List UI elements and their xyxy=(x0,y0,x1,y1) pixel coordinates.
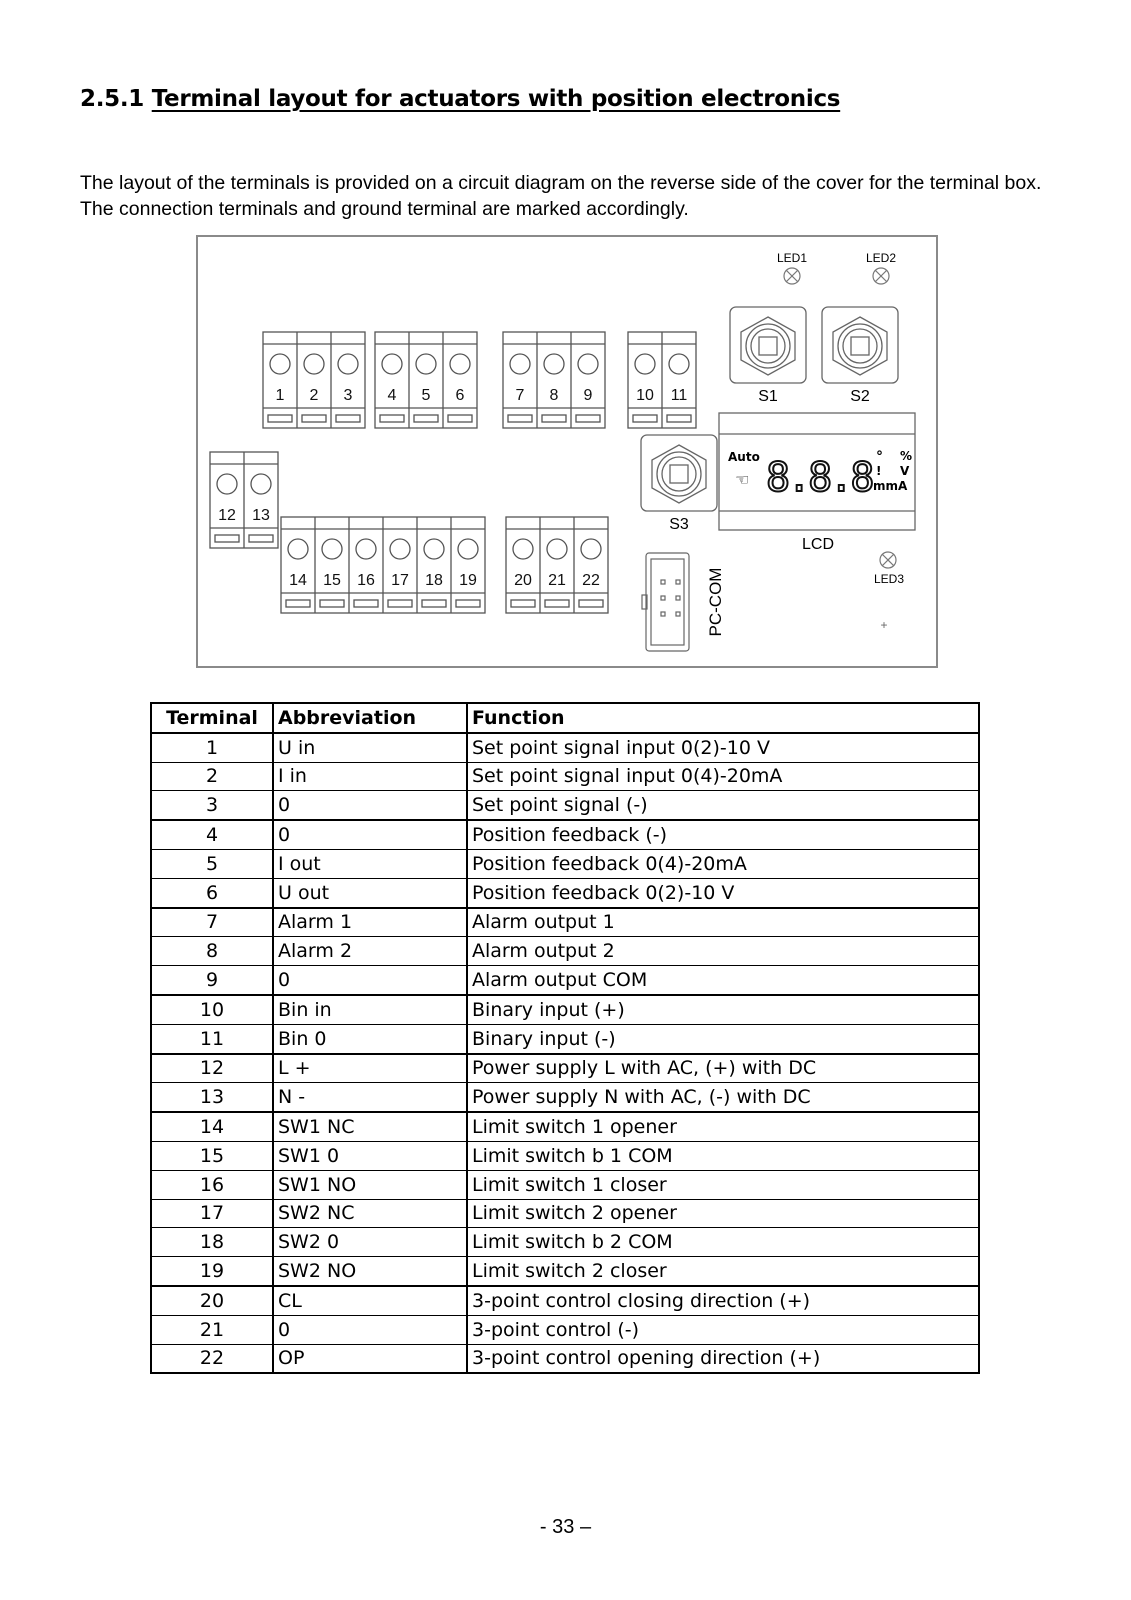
table-row xyxy=(151,878,979,907)
cell-function: Binary input (-) xyxy=(467,1024,979,1053)
terminal-slot xyxy=(579,600,603,607)
table-row xyxy=(151,1054,979,1083)
section-heading xyxy=(80,86,840,112)
cell-terminal: 13 xyxy=(151,1083,273,1112)
terminal-number-label: 2 xyxy=(309,387,319,404)
terminal-number-label: 18 xyxy=(425,572,443,589)
led1-label: LED1 xyxy=(776,251,808,265)
terminal-slot xyxy=(414,415,438,422)
terminal-slot xyxy=(511,600,535,607)
s1-label: S1 xyxy=(758,388,778,405)
cell-terminal: 11 xyxy=(151,1024,273,1053)
lcd-volt: V xyxy=(900,464,910,478)
table-row xyxy=(151,966,979,995)
led2-label: LED2 xyxy=(865,251,897,265)
cell-abbreviation: Bin 0 xyxy=(273,1024,467,1053)
terminal-screw xyxy=(450,354,470,374)
cell-abbreviation: SW2 0 xyxy=(273,1228,467,1257)
circuit-board-svg xyxy=(198,237,940,670)
terminal-screw xyxy=(382,354,402,374)
cell-terminal: 10 xyxy=(151,995,273,1024)
terminal-block xyxy=(503,332,605,428)
cell-abbreviation: SW2 NO xyxy=(273,1257,467,1286)
terminal-screw xyxy=(510,354,530,374)
terminal-slot xyxy=(576,415,600,422)
cell-abbreviation: SW1 NO xyxy=(273,1170,467,1199)
pc-com-connector xyxy=(642,553,689,651)
lcd-digits: 8.8.8 xyxy=(766,455,872,501)
terminal-slot xyxy=(286,600,310,607)
cell-abbreviation: SW1 NC xyxy=(273,1112,467,1141)
terminal-number-label: 8 xyxy=(549,387,559,404)
pc-com-label: PC-COM xyxy=(706,567,725,637)
table-header-row xyxy=(151,703,979,733)
terminal-number-label: 19 xyxy=(459,572,477,589)
cell-function: Alarm output COM xyxy=(467,966,979,995)
terminal-number-label: 14 xyxy=(289,572,307,589)
s1-rotary-switch xyxy=(730,307,806,383)
cell-function: Limit switch b 2 COM xyxy=(467,1228,979,1257)
cell-abbreviation: Alarm 2 xyxy=(273,937,467,966)
page-number: - 33 – xyxy=(539,1516,592,1538)
cell-abbreviation: 0 xyxy=(273,791,467,820)
terminal-screw xyxy=(217,474,237,494)
table-row xyxy=(151,1315,979,1344)
cell-abbreviation: N - xyxy=(273,1083,467,1112)
lcd-display xyxy=(719,413,915,530)
terminal-slot xyxy=(542,415,566,422)
cell-function: Limit switch 1 opener xyxy=(467,1112,979,1141)
s2-label: S2 xyxy=(850,388,870,405)
cell-function: Alarm output 2 xyxy=(467,937,979,966)
cell-function: Alarm output 1 xyxy=(467,908,979,937)
cell-terminal: 8 xyxy=(151,937,273,966)
s2-rotary-switch xyxy=(822,307,898,383)
terminal-number-label: 13 xyxy=(252,507,270,524)
cell-terminal: 17 xyxy=(151,1199,273,1228)
cell-terminal: 3 xyxy=(151,791,273,820)
section-number: 2.5.1 xyxy=(80,86,144,112)
table-row xyxy=(151,733,979,762)
cell-function: Limit switch 1 closer xyxy=(467,1170,979,1199)
terminal-layout-diagram xyxy=(196,235,938,668)
terminal-slot xyxy=(320,600,344,607)
led1-icon xyxy=(784,268,800,284)
table-row xyxy=(151,820,979,849)
cell-terminal: 14 xyxy=(151,1112,273,1141)
terminal-number-label: 21 xyxy=(548,572,566,589)
terminal-screw xyxy=(635,354,655,374)
terminal-screw xyxy=(581,539,601,559)
terminal-slot xyxy=(380,415,404,422)
cell-terminal: 2 xyxy=(151,762,273,791)
terminal-screw xyxy=(458,539,478,559)
lcd-mma: mmA xyxy=(873,479,908,493)
cell-abbreviation: OP xyxy=(273,1344,467,1373)
lcd-auto-text: Auto xyxy=(728,450,760,464)
table-row xyxy=(151,1083,979,1112)
table-row xyxy=(151,1257,979,1286)
cell-function: Binary input (+) xyxy=(467,995,979,1024)
cell-terminal: 18 xyxy=(151,1228,273,1257)
table-row xyxy=(151,995,979,1024)
table-row xyxy=(151,791,979,820)
terminal-number-label: 4 xyxy=(387,387,397,404)
cell-terminal: 4 xyxy=(151,820,273,849)
cell-terminal: 20 xyxy=(151,1286,273,1315)
cell-function: Set point signal input 0(2)-10 V xyxy=(467,733,979,762)
header-terminal: Terminal xyxy=(151,703,273,733)
intro-paragraph: The layout of the terminals is provided on a circuit diagram on the reverse side of the cover for the terminal box. The connection terminals and ground terminal are marked accordingly. xyxy=(80,171,1042,220)
cell-function: 3-point control closing direction (+) xyxy=(467,1286,979,1315)
lcd-degree: ° xyxy=(876,449,883,465)
cell-abbreviation: CL xyxy=(273,1286,467,1315)
cell-terminal: 1 xyxy=(151,733,273,762)
lcd-label: LCD xyxy=(801,536,835,553)
terminal-number-label: 9 xyxy=(583,387,593,404)
cell-abbreviation: Alarm 1 xyxy=(273,908,467,937)
terminal-number-label: 20 xyxy=(514,572,532,589)
terminal-number-label: 12 xyxy=(218,507,236,524)
cell-function: Limit switch 2 opener xyxy=(467,1199,979,1228)
terminal-slot xyxy=(667,415,691,422)
header-function: Function xyxy=(467,703,979,733)
terminal-table xyxy=(150,702,980,1374)
cell-function: Position feedback 0(2)-10 V xyxy=(467,878,979,907)
cell-abbreviation: 0 xyxy=(273,966,467,995)
terminal-screw xyxy=(424,539,444,559)
s3-label: S3 xyxy=(669,516,689,533)
cell-function: 3-point control opening direction (+) xyxy=(467,1344,979,1373)
cell-abbreviation: SW1 0 xyxy=(273,1141,467,1170)
cell-terminal: 21 xyxy=(151,1315,273,1344)
terminal-number-label: 16 xyxy=(357,572,375,589)
cell-terminal: 19 xyxy=(151,1257,273,1286)
terminal-screw xyxy=(322,539,342,559)
led3-icon xyxy=(880,552,896,568)
terminal-slot xyxy=(336,415,360,422)
terminal-block xyxy=(628,332,696,428)
cell-function: Power supply L with AC, (+) with DC xyxy=(467,1054,979,1083)
terminal-screw xyxy=(304,354,324,374)
terminal-screw xyxy=(416,354,436,374)
plus-mark: + xyxy=(880,618,888,632)
terminal-number-label: 1 xyxy=(275,387,285,404)
cell-abbreviation: 0 xyxy=(273,820,467,849)
cell-function: Position feedback 0(4)-20mA xyxy=(467,849,979,878)
terminal-block xyxy=(281,517,485,613)
terminal-slot xyxy=(448,415,472,422)
cell-terminal: 15 xyxy=(151,1141,273,1170)
terminal-screw xyxy=(270,354,290,374)
terminal-number-label: 17 xyxy=(391,572,409,589)
cell-abbreviation: I in xyxy=(273,762,467,791)
cell-function: Power supply N with AC, (-) with DC xyxy=(467,1083,979,1112)
cell-function: Set point signal (-) xyxy=(467,791,979,820)
terminal-number-label: 5 xyxy=(421,387,431,404)
terminal-block xyxy=(506,517,608,613)
cell-function: Limit switch 2 closer xyxy=(467,1257,979,1286)
cell-abbreviation: I out xyxy=(273,849,467,878)
terminal-slot xyxy=(302,415,326,422)
cell-terminal: 16 xyxy=(151,1170,273,1199)
terminal-number-label: 10 xyxy=(636,387,654,404)
cell-function: 3-point control (-) xyxy=(467,1315,979,1344)
terminal-slot xyxy=(215,535,239,542)
cell-function: Set point signal input 0(4)-20mA xyxy=(467,762,979,791)
terminal-slot xyxy=(456,600,480,607)
terminal-screw xyxy=(356,539,376,559)
header-abbreviation: Abbreviation xyxy=(273,703,467,733)
terminal-slot xyxy=(633,415,657,422)
cell-terminal: 12 xyxy=(151,1054,273,1083)
cell-abbreviation: L + xyxy=(273,1054,467,1083)
table-row xyxy=(151,1199,979,1228)
cell-terminal: 7 xyxy=(151,908,273,937)
terminal-slot xyxy=(388,600,412,607)
terminal-number-label: 11 xyxy=(670,387,688,404)
table-row xyxy=(151,908,979,937)
table-row xyxy=(151,1170,979,1199)
terminal-screw xyxy=(544,354,564,374)
cell-terminal: 9 xyxy=(151,966,273,995)
led2-icon xyxy=(873,268,889,284)
cell-abbreviation: 0 xyxy=(273,1315,467,1344)
terminal-screw xyxy=(288,539,308,559)
terminal-screw xyxy=(547,539,567,559)
table-row xyxy=(151,1112,979,1141)
table-row xyxy=(151,762,979,791)
terminal-block xyxy=(263,332,365,428)
table-row xyxy=(151,1286,979,1315)
terminal-number-label: 22 xyxy=(582,572,600,589)
terminal-slot xyxy=(268,415,292,422)
cell-abbreviation: SW2 NC xyxy=(273,1199,467,1228)
hand-icon: ☜ xyxy=(735,470,750,489)
section-title: Terminal layout for actuators with position electronics xyxy=(151,86,841,112)
terminal-screw xyxy=(338,354,358,374)
terminal-number-label: 6 xyxy=(455,387,465,404)
lcd-percent: % xyxy=(900,449,913,463)
terminal-block xyxy=(210,452,278,548)
cell-abbreviation: U in xyxy=(273,733,467,762)
terminal-number-label: 15 xyxy=(323,572,341,589)
table-row xyxy=(151,1024,979,1053)
led3-label: LED3 xyxy=(873,572,905,586)
cell-terminal: 22 xyxy=(151,1344,273,1373)
terminal-screw xyxy=(669,354,689,374)
terminal-slot xyxy=(508,415,532,422)
terminal-slot xyxy=(354,600,378,607)
terminal-slot xyxy=(545,600,569,607)
cell-function: Limit switch b 1 COM xyxy=(467,1141,979,1170)
terminal-number-label: 7 xyxy=(515,387,525,404)
terminal-screw xyxy=(578,354,598,374)
terminal-screw xyxy=(251,474,271,494)
table-row xyxy=(151,849,979,878)
s3-rotary-switch xyxy=(641,435,717,511)
cell-function: Position feedback (-) xyxy=(467,820,979,849)
terminal-screw xyxy=(390,539,410,559)
lcd-excl: ! xyxy=(876,464,882,478)
terminal-slot xyxy=(249,535,273,542)
table-row xyxy=(151,937,979,966)
cell-terminal: 5 xyxy=(151,849,273,878)
table-row xyxy=(151,1344,979,1373)
table-row xyxy=(151,1141,979,1170)
cell-abbreviation: Bin in xyxy=(273,995,467,1024)
cell-abbreviation: U out xyxy=(273,878,467,907)
terminal-screw xyxy=(513,539,533,559)
terminal-block xyxy=(375,332,477,428)
table-row xyxy=(151,1228,979,1257)
cell-terminal: 6 xyxy=(151,878,273,907)
terminal-number-label: 3 xyxy=(343,387,353,404)
terminal-slot xyxy=(422,600,446,607)
